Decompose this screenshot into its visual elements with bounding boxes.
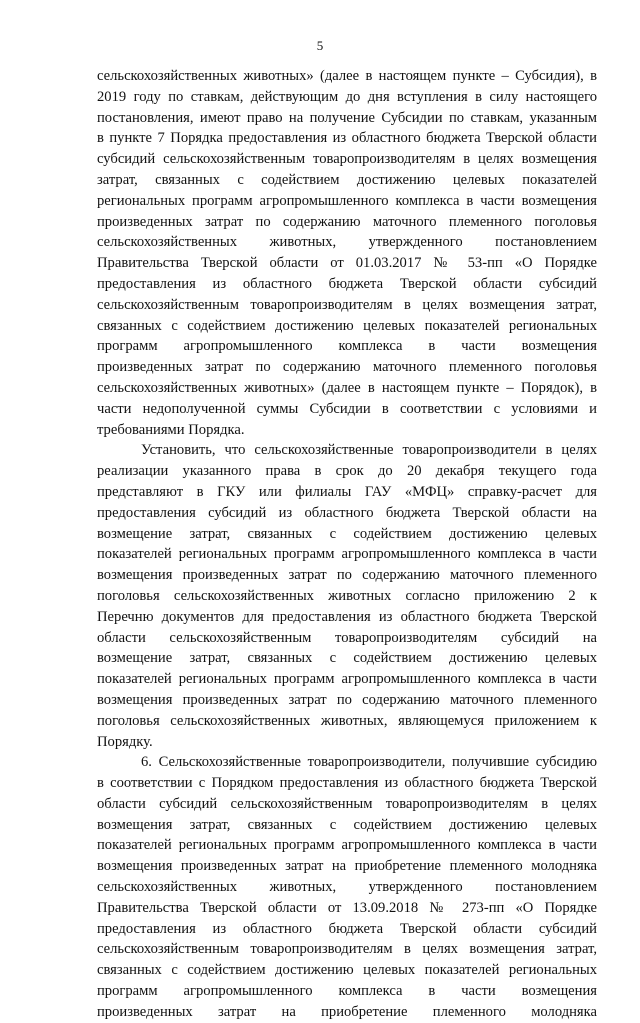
- text-line: поголовья сельскохозяйственных животных согласно приложению 2 к: [97, 587, 597, 604]
- text-line: сельскохозяйственным товаропроизводителям в целях возмещения затрат,: [97, 296, 597, 313]
- text-line: программ агропромышленного комплекса в части возмещения: [97, 983, 597, 1000]
- text-line: сельскохозяйственных животных, утвержденного постановлением: [97, 879, 597, 896]
- text-line: произведенных затрат по содержанию маточного племенного поголовья: [97, 213, 597, 230]
- text-line: сельскохозяйственных животных» (далее в настоящем пункте – Порядок), в: [97, 379, 597, 396]
- text-line: связанных с содействием достижению целевых показателей региональных: [97, 317, 597, 334]
- text-line: программ агропромышленного комплекса в части возмещения: [97, 338, 597, 355]
- text-line: региональных программ агропромышленного комплекса в части возмещения: [97, 192, 597, 209]
- text-line: показателей региональных программ агропромышленного комплекса в части: [97, 546, 597, 563]
- text-line: реализации указанного права в срок до 20 декабря текущего года: [97, 463, 597, 480]
- text-line: произведенных затрат по содержанию маточного племенного поголовья: [97, 359, 597, 376]
- text-line: возмещения произведенных затрат на приобретение племенного молодняка: [97, 858, 597, 875]
- text-line: в пункте 7 Порядка предоставления из областного бюджета Тверской области: [97, 130, 597, 147]
- text-line: Правительства Тверской области от 13.09.2018 № 273-пп «О Порядке: [97, 899, 597, 916]
- text-line: произведенных затрат на приобретение племенного молодняка: [97, 1003, 597, 1020]
- document-body: [97, 66, 597, 1023]
- text-line: 6. Сельскохозяйственные товаропроизводители, получившие субсидию: [141, 754, 597, 771]
- text-line: возмещения затрат, связанных с содействием достижению целевых: [97, 816, 597, 833]
- text-line: части недополученной суммы Субсидии в соответствии с условиями и: [97, 400, 597, 417]
- text-line: области субсидий сельскохозяйственным товаропроизводителям в целях: [97, 795, 597, 812]
- text-line: Правительства Тверской области от 01.03.2017 № 53-пп «О Порядке: [97, 255, 597, 272]
- text-line: возмещение затрат, связанных с содействием достижению целевых: [97, 650, 597, 667]
- text-line: предоставления из областного бюджета Тверской области субсидий: [97, 275, 597, 292]
- text-line: области сельскохозяйственным товаропроизводителям субсидий на: [97, 629, 597, 646]
- text-line: связанных с содействием достижению целевых показателей региональных: [97, 962, 597, 979]
- text-line: сельскохозяйственных животных» (далее в настоящем пункте – Субсидия), в: [97, 68, 597, 84]
- text-line: затрат, связанных с содействием достижению целевых показателей: [97, 171, 597, 188]
- text-line: Установить, что сельскохозяйственные товаропроизводители в целях: [141, 442, 597, 459]
- text-line: показателей региональных программ агропромышленного комплекса в части: [97, 671, 597, 688]
- text-line: предоставления субсидий из областного бюджета Тверской области на: [97, 504, 597, 521]
- text-line: Перечню документов для предоставления из областного бюджета Тверской: [97, 608, 597, 625]
- text-line: требованиями Порядка.: [97, 421, 245, 438]
- text-line: в соответствии с Порядком предоставления из областного бюджета Тверской: [97, 775, 597, 792]
- text-line: субсидий сельскохозяйственным товаропроизводителям в целях возмещения: [97, 151, 597, 168]
- text-line: поголовья сельскохозяйственных животных, являющемуся приложением к: [97, 712, 597, 729]
- text-line: возмещение затрат, связанных с содействием достижению целевых: [97, 525, 597, 542]
- text-line: сельскохозяйственным товаропроизводителям в целях возмещения затрат,: [97, 941, 597, 958]
- text-line: возмещения произведенных затрат по содержанию маточного племенного: [97, 567, 597, 584]
- text-line: предоставления из областного бюджета Тверской области субсидий: [97, 920, 597, 937]
- text-line: возмещения произведенных затрат по содержанию маточного племенного: [97, 691, 597, 708]
- text-line: 2019 году по ставкам, действующим до дня вступления в силу настоящего: [97, 88, 597, 105]
- text-line: постановления, имеют право на получение Субсидии по ставкам, указанным: [97, 109, 597, 126]
- page-number: 5: [316, 38, 324, 53]
- text-line: сельскохозяйственных животных, утвержденного постановлением: [97, 234, 597, 251]
- text-line: показателей региональных программ агропромышленного комплекса в части: [97, 837, 597, 854]
- text-line: Порядку.: [97, 733, 153, 750]
- text-line: представляют в ГКУ или филиалы ГАУ «МФЦ» справку-расчет для: [97, 483, 597, 500]
